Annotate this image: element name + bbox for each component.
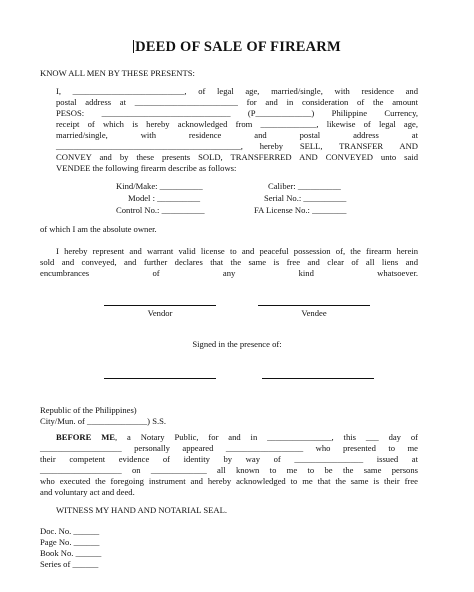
text-cursor <box>133 40 134 53</box>
serial-no-field: Serial No.: __________ <box>264 193 347 203</box>
sale-line-8: VENDEE the following firearm describe as follows: <box>56 163 237 173</box>
fa-license-field: FA License No.: ________ <box>254 205 347 215</box>
sale-paragraph <box>56 86 418 174</box>
ack-line-5: who executed the foregoing instrument and hereby acknowledged to me that the same is their free <box>40 476 418 486</box>
witness-2-signature-line <box>262 378 374 379</box>
book-no-field: Book No. ______ <box>40 548 102 558</box>
witness-1-signature-line <box>104 378 216 379</box>
document-title <box>0 40 474 53</box>
caliber-field: Caliber: __________ <box>268 181 341 191</box>
intro-heading: KNOW ALL MEN BY THESE PRESENTS: <box>40 68 195 78</box>
control-no-field: Control No.: __________ <box>116 205 205 215</box>
vendor-signature-line <box>104 305 216 306</box>
ack-line-3: their competent evidence of identity by way of ________________ issued at <box>40 454 418 464</box>
acknowledgment-paragraph-cont <box>40 443 418 498</box>
title-text: DEED OF SALE OF FIREARM <box>135 39 341 55</box>
sale-line-3: PESOS: ______________________________ (P_____________) Philippine Currency, <box>56 108 418 118</box>
series-of-field: Series of ______ <box>40 559 99 569</box>
warranty-paragraph <box>56 246 418 257</box>
ack-line-2: ___________________ personally appeared __________________ who presented to me <box>40 443 418 453</box>
sale-line-4: receipt of which is hereby acknowledged from _____________, likewise of legal age, <box>56 119 418 129</box>
vendor-label: Vendor <box>147 308 173 318</box>
sale-line-5: married/single, with residence and postal address at <box>56 130 418 140</box>
ack-line-6: and voluntary act and deed. <box>40 487 135 497</box>
vendee-signature-line <box>258 305 370 306</box>
page-no-field: Page No. ______ <box>40 537 100 547</box>
warranty-line-3: encumbrances of any kind whatsoever. <box>40 268 418 278</box>
before-me-rest: , a Notary Public, for and in _______________, this ___ day of <box>115 432 418 442</box>
ack-line-4: ___________________ on _____________ all known to me to be the same persons <box>40 465 418 475</box>
ack-line-1 <box>56 432 418 443</box>
city-line: City/Mun. of ______________) S.S. <box>40 416 167 426</box>
sale-line-2: postal address at ________________________ for and in consideration of the amount <box>56 97 418 107</box>
model-field: Model : __________ <box>128 193 201 203</box>
kind-make-field: Kind/Make: __________ <box>116 181 203 191</box>
vendee-label: Vendee <box>301 308 327 318</box>
sale-line-1: I, __________________________, of legal age, married/single, with residence and <box>56 86 418 96</box>
notarial-seal-line: WITNESS MY HAND AND NOTARIAL SEAL. <box>56 505 228 515</box>
witness-heading: Signed in the presence of: <box>192 339 282 349</box>
acknowledgment-paragraph <box>56 432 418 443</box>
doc-no-field: Doc. No. ______ <box>40 526 100 536</box>
warranty-paragraph-cont <box>40 257 418 279</box>
before-me-bold: BEFORE ME <box>56 432 116 442</box>
owner-statement: of which I am the absolute owner. <box>40 224 157 234</box>
warranty-line-2: sold and conveyed, and further declares that the same is free and clear of all liens and <box>40 257 418 267</box>
republic-line: Republic of the Philippines) <box>40 405 137 415</box>
sale-line-6: ___________________________________________, hereby SELL, TRANSFER AND <box>56 141 418 151</box>
warranty-line-1: I hereby represent and warrant valid license to and peaceful possession of, the firearm herein <box>56 246 418 256</box>
sale-line-7: CONVEY and by these presents SOLD, TRANSFERRED AND CONVEYED unto said <box>56 152 418 162</box>
